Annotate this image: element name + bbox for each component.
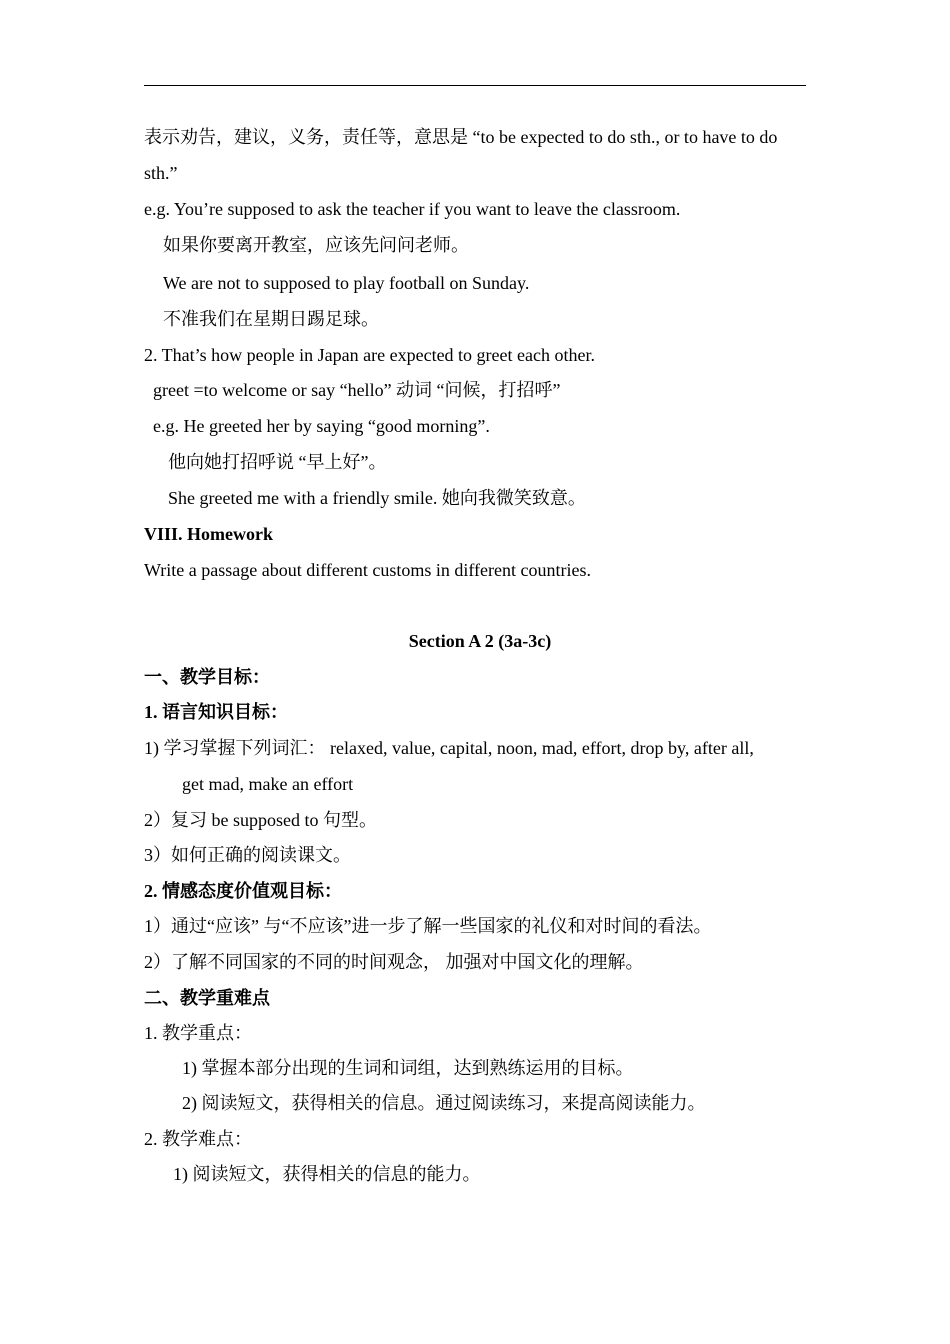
example-line: We are not to supposed to play football on Sunday. <box>163 273 530 293</box>
list-item: 2) 阅读短文，获得相关的信息。通过阅读练习，来提高阅读能力。 <box>182 1093 706 1113</box>
translation-line: 如果你要离开教室，应该先问问老师。 <box>163 235 469 255</box>
translation-line: 不准我们在星期日踢足球。 <box>163 309 379 329</box>
list-item: 1）通过“应该” 与“不应该”进一步了解一些国家的礼仪和对时间的看法。 <box>144 916 712 936</box>
list-item: 2）了解不同国家的不同的时间观念， 加强对中国文化的理解。 <box>144 952 644 972</box>
heading-objectives: 一、教学目标： <box>144 667 270 687</box>
subheading-key-point: 1. 教学重点： <box>144 1023 252 1043</box>
subheading-language: 1. 语言知识目标： <box>144 702 288 722</box>
example-line: e.g. You’re supposed to ask the teacher if you want to leave the classroom. <box>144 199 681 219</box>
list-item: 1) 掌握本部分出现的生词和词组，达到熟练运用的目标。 <box>182 1058 634 1078</box>
homework-text: Write a passage about different customs in different countries. <box>144 560 591 580</box>
list-item: 1) 阅读短文，获得相关的信息的能力。 <box>173 1164 481 1184</box>
heading-key-points: 二、教学重难点 <box>144 988 270 1008</box>
numbered-point: 2. That’s how people in Japan are expected to greet each other. <box>144 345 595 365</box>
text-line: 表示劝告，建议，义务，责任等，意思是 “to be expected to do sth., or to have to do <box>144 127 778 147</box>
list-item: 1) 学习掌握下列词汇： relaxed, value, capital, noon, mad, effort, drop by, after all, <box>144 738 754 758</box>
list-item: 2）复习 be supposed to 句型。 <box>144 810 377 830</box>
list-item: 3）如何正确的阅读课文。 <box>144 845 351 865</box>
homework-heading: VIII. Homework <box>144 524 273 544</box>
example-line: e.g. He greeted her by saying “good morning”. <box>153 416 490 436</box>
subheading-attitude: 2. 情感态度价值观目标： <box>144 881 342 901</box>
header-rule <box>144 85 806 86</box>
list-item-continuation: get mad, make an effort <box>182 774 354 794</box>
subheading-difficulty: 2. 教学难点： <box>144 1129 252 1149</box>
example-line: She greeted me with a friendly smile. 她向我微笑致意。 <box>168 488 586 508</box>
section-title: Section A 2 (3a-3c) <box>408 631 552 651</box>
text-line: sth.” <box>144 163 178 183</box>
definition-line: greet =to welcome or say “hello” 动词 “问候，打招呼” <box>153 380 561 400</box>
translation-line: 他向她打招呼说 “早上好”。 <box>168 452 387 472</box>
